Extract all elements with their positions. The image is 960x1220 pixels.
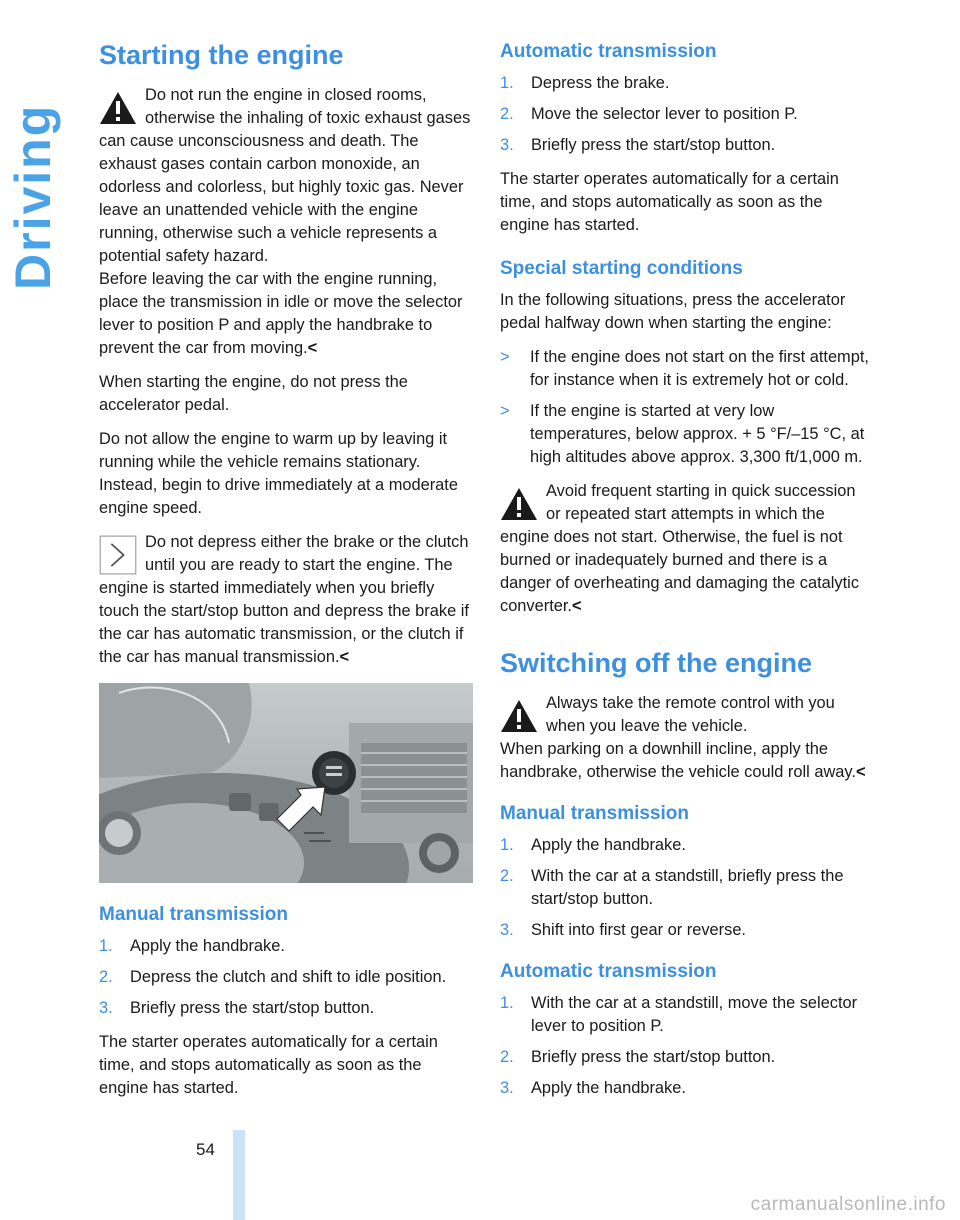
list-item: 2. Move the selector lever to position P.: [500, 105, 798, 123]
end-mark: <: [307, 339, 318, 357]
warning-triangle-icon: [500, 696, 538, 736]
paragraph-accelerator: When starting the engine, do not press the accelerator pedal.: [99, 373, 408, 414]
warning-triangle-icon: [500, 484, 538, 524]
end-mark: <: [339, 648, 350, 666]
warning-remote-control: [500, 692, 874, 784]
warning-remote-control-text: Always take the remote control with you when you leave the vehicle.: [546, 694, 835, 735]
warning-frequent-starting: [500, 480, 874, 618]
info-arrow-icon: [99, 535, 137, 575]
note-brake-clutch-text: Do not depress either the brake or the clutch until you are ready to start the engine. The engine is started immediately when you briefly touch the start/stop button and depress the brake if the car has automatic transmission, or the clutch if the car has manual transmission.: [99, 533, 469, 666]
paragraph-warmup: Do not allow the engine to warm up by leaving it running while the vehicle remains stationary. Instead, begin to drive immediately at a moderate engine speed.: [99, 430, 458, 517]
section-tab: [4, 40, 64, 300]
list-item: > If the engine does not start on the first attempt, for instance when it is extremely hot or cold.: [500, 348, 869, 389]
manual-steps-list: [99, 935, 473, 1020]
start-stop-button-photo: [99, 683, 473, 883]
heading-off-automatic-transmission: Automatic transmission: [500, 961, 717, 982]
list-item: 1. Depress the brake.: [500, 74, 670, 92]
list-item: 2. Depress the clutch and shift to idle position.: [99, 968, 447, 986]
section-title-switching-off: Switching off the engine: [500, 648, 812, 678]
list-item: 3. Briefly press the start/stop button.: [99, 999, 375, 1017]
paragraph-starter-auto: The starter operates automatically for a certain time, and stops automatically as soon as the engine has started.: [500, 170, 839, 234]
paragraph-special-intro: In the following situations, press the accelerator pedal halfway down when starting the engine:: [500, 291, 846, 332]
auto-steps-list: [500, 72, 874, 157]
heading-off-manual-transmission: Manual transmission: [500, 803, 689, 824]
warning-triangle-icon: [99, 88, 137, 128]
end-mark: <: [855, 763, 866, 781]
list-item: 3. Briefly press the start/stop button.: [500, 136, 776, 154]
special-conditions-list: [500, 346, 874, 469]
warning-remote-control-text2: When parking on a downhill incline, apply the handbrake, otherwise the vehicle could roll away.: [500, 740, 856, 781]
heading-automatic-transmission: Automatic transmission: [500, 41, 717, 62]
list-item: 3. Shift into first gear or reverse.: [500, 921, 746, 939]
list-item: 2. With the car at a standstill, briefly press the start/stop button.: [500, 867, 844, 908]
section-title-starting: Starting the engine: [99, 40, 344, 70]
start-stop-button-image: [99, 683, 473, 883]
heading-special-conditions: Special starting conditions: [500, 258, 743, 279]
list-item: 1. Apply the handbrake.: [99, 937, 285, 955]
heading-manual-transmission: Manual transmission: [99, 904, 288, 925]
end-mark: <: [571, 597, 582, 615]
list-item: 2. Briefly press the start/stop button.: [500, 1048, 776, 1066]
list-item: 1. Apply the handbrake.: [500, 836, 686, 854]
warning-exhaust: [99, 84, 473, 360]
list-item: 1. With the car at a standstill, move the selector lever to position P.: [500, 994, 858, 1035]
page-bar: [233, 1130, 245, 1220]
paragraph-starter-manual: The starter operates automatically for a certain time, and stops automatically as soon as the engine has started.: [99, 1033, 438, 1097]
right-column: [500, 36, 874, 1111]
watermark: carmanualsonline.info: [750, 1194, 946, 1215]
section-tab-label: Driving: [5, 103, 61, 290]
off-auto-steps-list: [500, 992, 874, 1100]
note-brake-clutch: [99, 531, 473, 669]
left-column: [99, 36, 473, 1111]
warning-frequent-starting-text: Avoid frequent starting in quick succession or repeated start attempts in which the engine does not start. Otherwise, the fuel is not burned or inadequately burned and there is a danger of overheating and damaging the catalytic converter.: [500, 482, 860, 615]
page-number: 54: [196, 1140, 215, 1159]
warning-exhaust-text2: Before leaving the car with the engine running, place the transmission in idle or move the selector lever to position P and apply the handbrake to prevent the car from moving.: [99, 270, 463, 357]
warning-exhaust-text: Do not run the engine in closed rooms, otherwise the inhaling of toxic exhaust gases can cause unconsciousness and death. The exhaust gases contain carbon monoxide, an odorless and colorless, but highly toxic gas. Never leave an unattended vehicle with the engine running, otherwise such a vehicle represents a potential safety hazard.: [99, 86, 471, 265]
list-item: > If the engine is started at very low temperatures, below approx. + 5 °F/–15 °C, at high altitudes above approx. 3,300 ft/1,000 m.: [500, 402, 865, 466]
list-item: 3. Apply the handbrake.: [500, 1079, 686, 1097]
off-manual-steps-list: [500, 834, 874, 942]
